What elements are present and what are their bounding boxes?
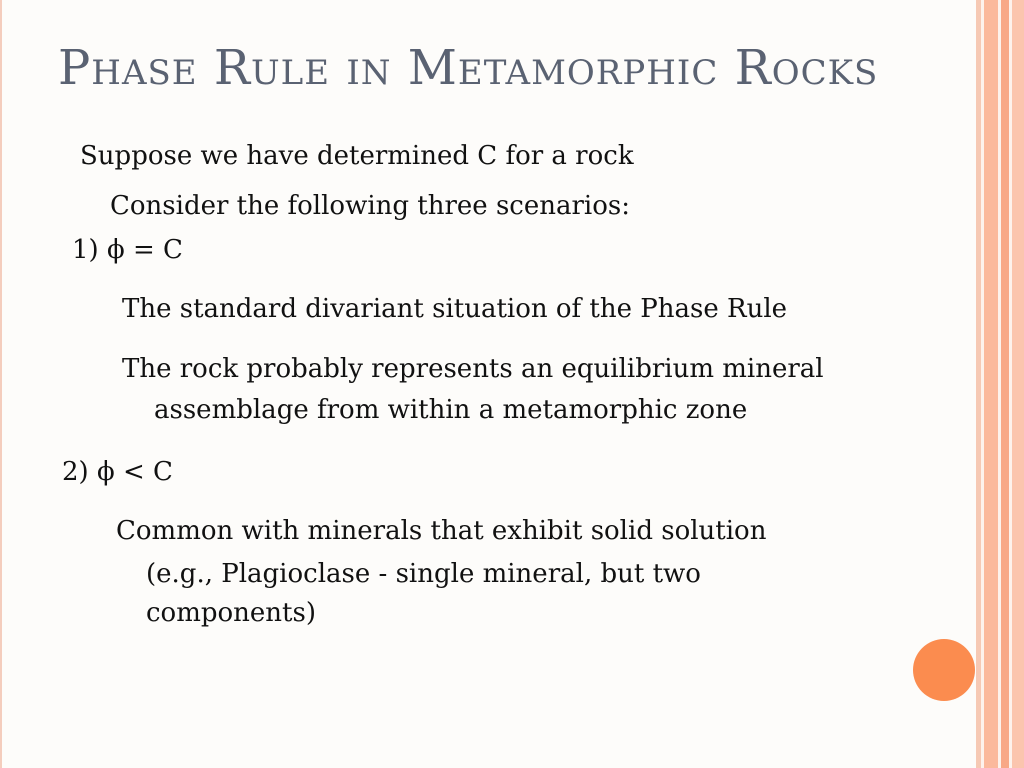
case-2-point-line-3: components): [146, 598, 316, 628]
left-border: [0, 0, 2, 768]
case-2-point-line-2: (e.g., Plagioclase - single mineral, but two: [146, 559, 701, 589]
decorative-circle: [913, 639, 975, 701]
intro-line: Suppose we have determined C for a rock: [80, 141, 634, 171]
case-1-point-a: The standard divariant situation of the Phase Rule: [122, 294, 788, 324]
case-2-heading: 2) ϕ < C: [62, 457, 173, 487]
decorative-stripes: [976, 0, 1024, 768]
consider-line: Consider the following three scenarios:: [110, 191, 630, 221]
case-1-point-b-line-1: The rock probably represents an equilibrium mineral: [122, 354, 824, 384]
slide-title: Phase Rule in Metamorphic Rocks: [58, 40, 879, 96]
case-1-point-b-line-2: assemblage from within a metamorphic zone: [154, 395, 748, 425]
case-2-point-line-1: Common with minerals that exhibit solid solution: [116, 516, 767, 546]
case-1-heading: 1) ϕ = C: [72, 235, 183, 265]
